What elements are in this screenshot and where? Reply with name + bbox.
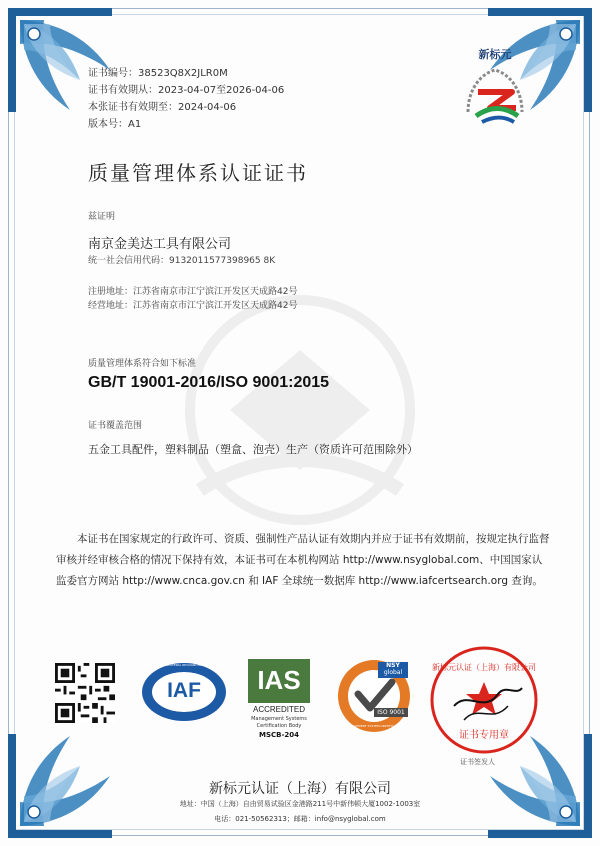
nsy-logo-iso: ISO 9001 [377,709,405,716]
company-name: 南京金美达工具有限公司 [88,237,232,252]
iaf-text: IAF [167,679,201,702]
standard-label: 质量管理体系符合如下标准 [88,359,197,369]
nsy-emblem-icon [460,62,530,132]
ias-sub1: Management Systems [251,716,307,722]
registered-address: 注册地址：江苏省南京市江宁滨江开发区天成路42号 [88,287,298,297]
validity-notice: 本证书在国家规定的行政许可、资质、强制性产品认证有效期内并应于证书有效期前，按规定执行监督审核并经审核合格的情况下保持有效，本证书可在本机构网站 http://www.nsyglobal.com、中国国家认监委官方网站 http://www.cnca.gov.cn 和 IAF 全球统一数据库 http://www.iafcertsearch.org 查询。 [56,533,550,587]
issuer-address: 地址：中国（上海）自由贸易试验区金港路211号中新伟顿大厦1002-1003室 [179,800,421,808]
signer-label: 证书签发人 [460,758,495,766]
nsy-certification-logo [334,656,414,734]
nsy-top-logo [452,46,538,136]
company-seal [428,644,540,756]
validity-period: 证书有效期从：2023-04-07至2026-04-06 [88,85,285,96]
certificate-title: 质量管理体系认证证书 [88,161,308,185]
ias-logo [248,659,312,751]
ias-sub2: Certification Body [256,723,302,729]
issuer-name: 新标元认证（上海）有限公司 [209,781,391,797]
qr-code-icon [55,663,115,723]
certificate-number: 证书编号：38523Q8X2JLR0M [88,68,228,79]
certify-label: 兹证明 [88,212,116,222]
standard-code: GB/T 19001-2016/ISO 9001:2015 [88,374,330,391]
scope-label: 证书覆盖范围 [88,421,143,431]
iaf-ring-text: MEMBER OF MULTILATERAL RECOGNITION ARRANGEMENT [140,663,228,667]
ias-text: IAS [257,665,301,695]
iaf-logo [140,661,228,723]
nsy-logo-top: NSY [386,662,400,669]
scope-text: 五金工具配件，塑料制品（塑盒、泡壳）生产（资质许可范围除外） [88,443,418,456]
ias-accredited: ACCREDITED [252,705,305,714]
operating-address: 经营地址：江苏省南京市江宁滨江开发区天成路42号 [88,301,298,311]
current-validity: 本张证书有效期至：2024-04-06 [88,102,237,113]
issuer-contact: 电话：021-50562313；邮箱：info@nsyglobal.com [214,815,386,823]
credit-code: 统一社会信用代码：9132011577398965 8K [88,256,276,266]
version-number: 版本号：A1 [88,119,142,130]
nsy-logo-ring-text: MANAGEMENT SYSTEM CERTIFICATION [345,724,403,728]
nsy-top-logo-text: 新标元 [478,48,512,61]
ias-code: MSCB-204 [259,731,299,739]
nsy-logo-global: global [383,669,403,676]
seal-top-text: 新标元认证（上海）有限公司 [432,663,536,672]
seal-bottom-text: 证书专用章 [459,730,509,741]
